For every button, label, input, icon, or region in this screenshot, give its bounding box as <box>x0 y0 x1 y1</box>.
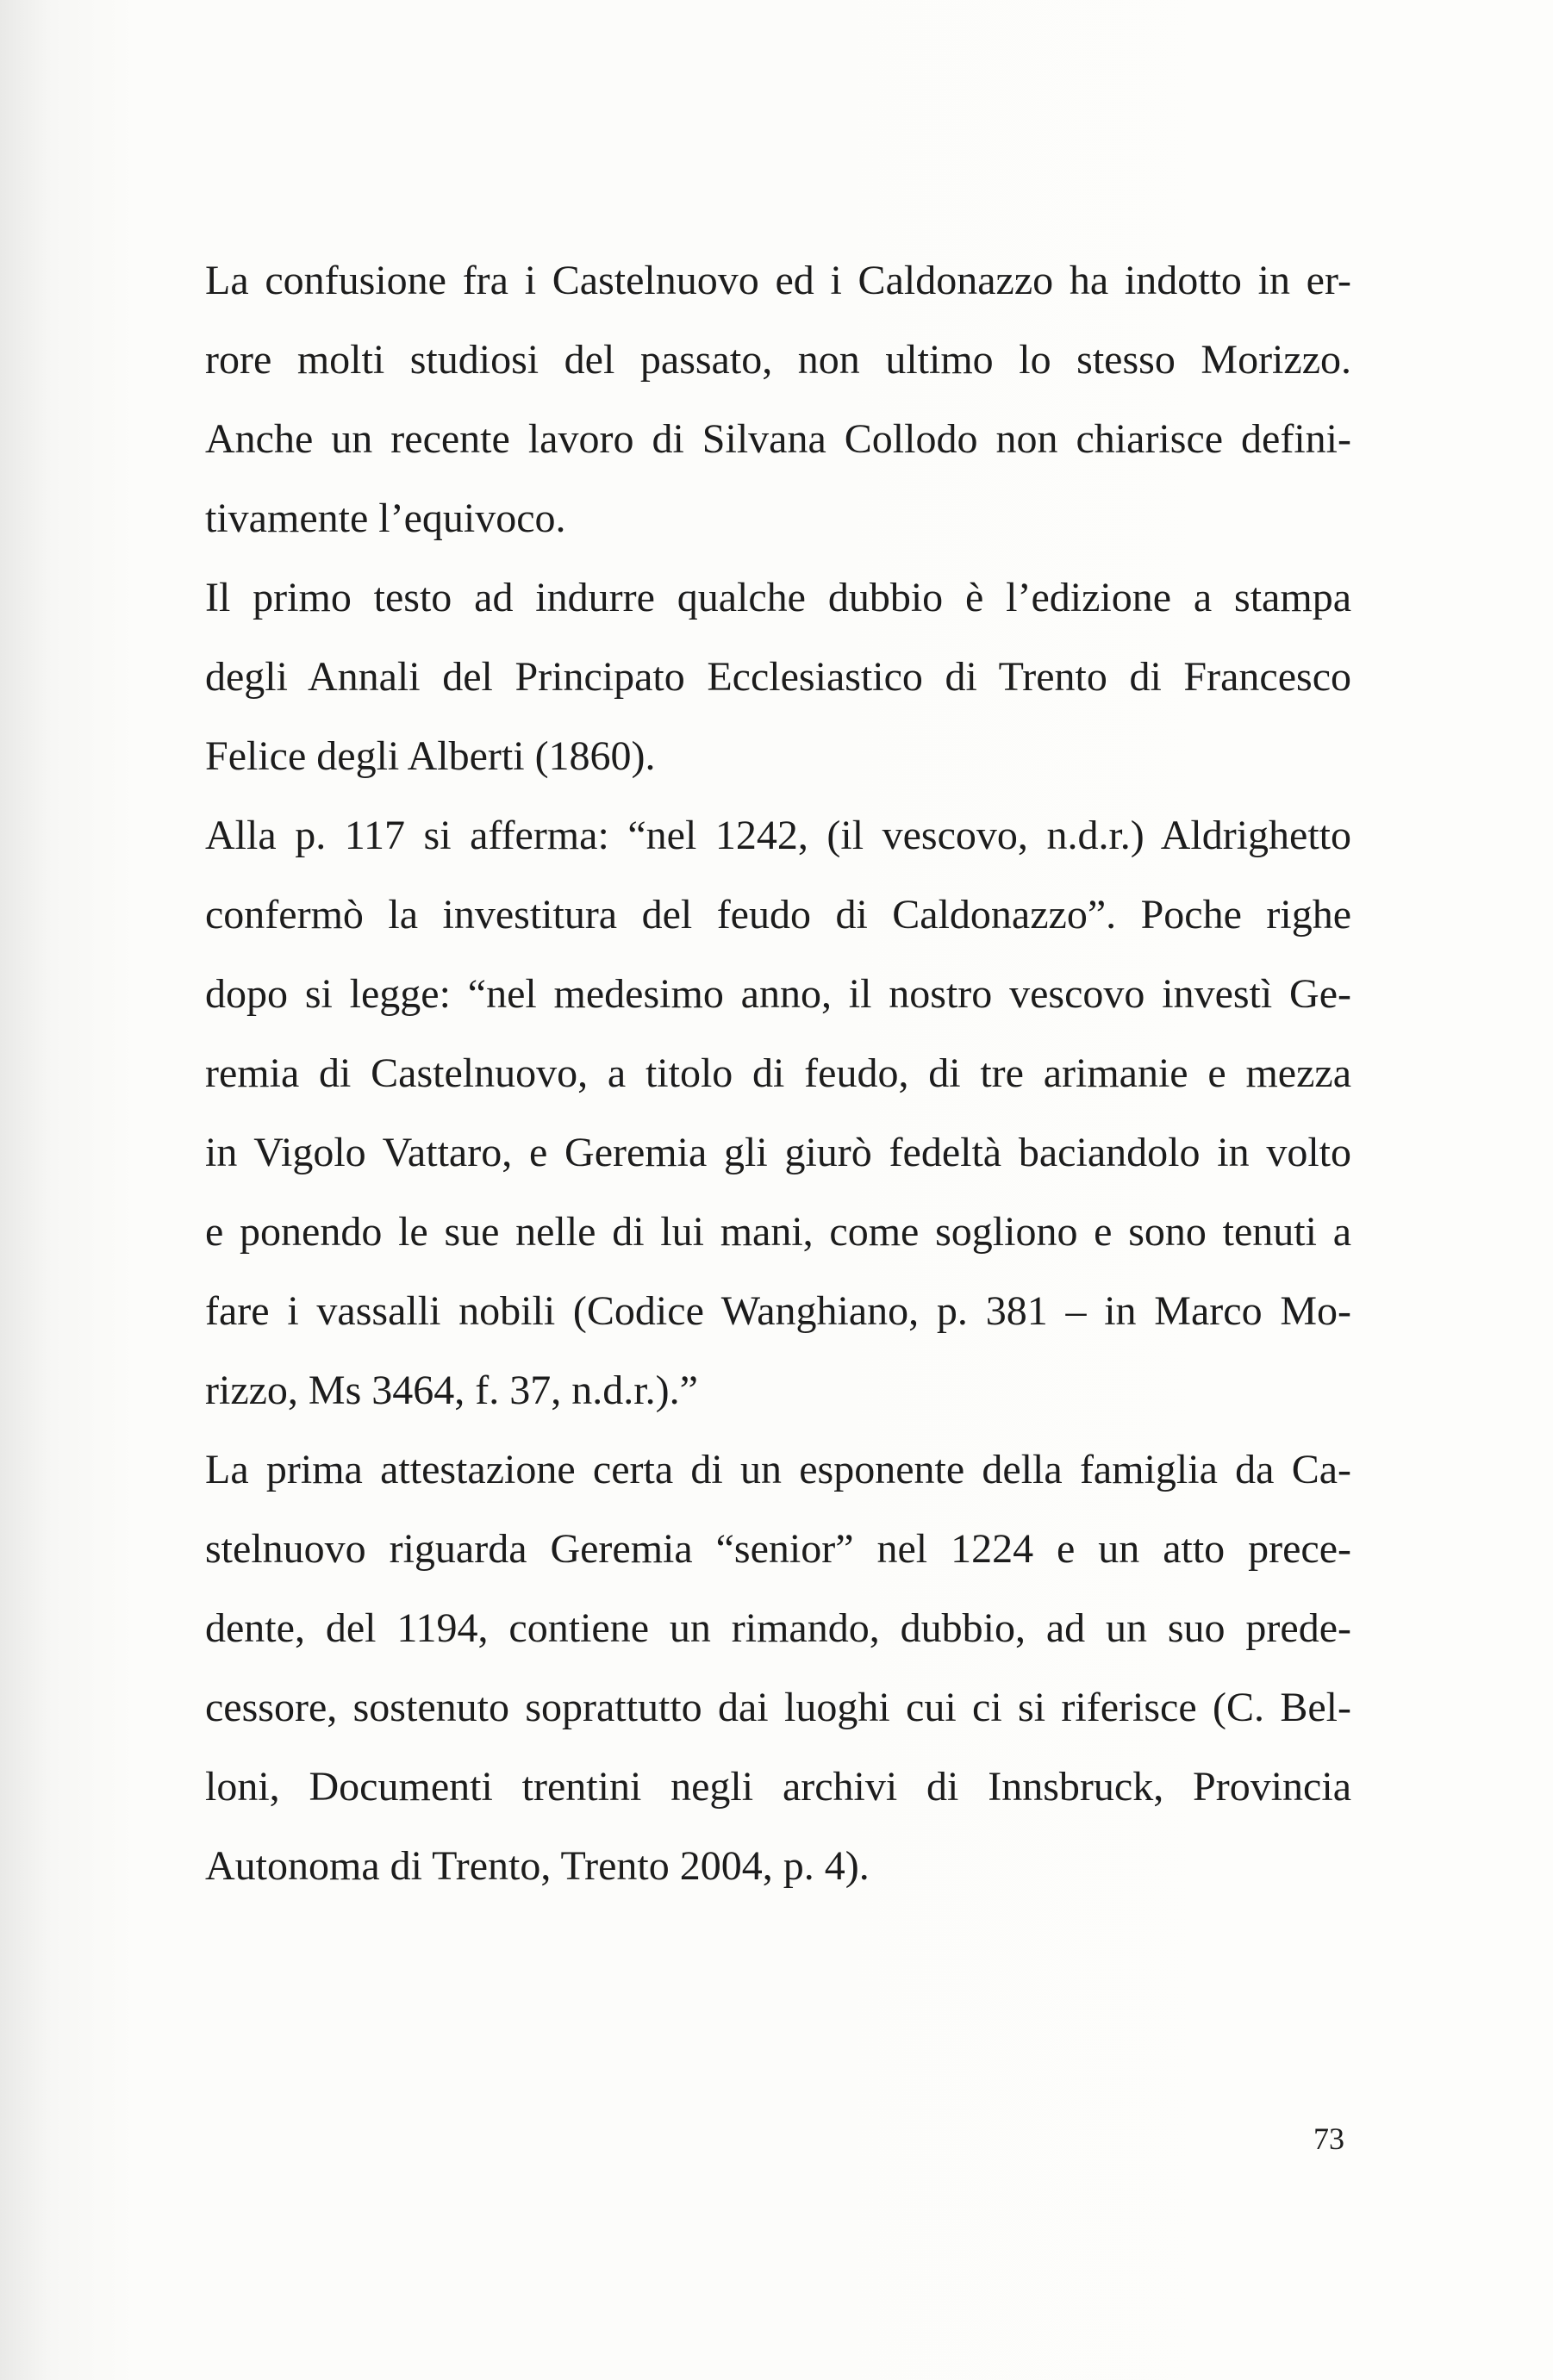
text-line: degli Annali del Principato Ecclesiastico di Trento di Francesco <box>205 654 1351 700</box>
text-line: fare i vassalli nobili (Codice Wanghiano, p. 381 – in Marco Mo- <box>205 1288 1351 1334</box>
text-line: remia di Castelnuovo, a titolo di feudo, di tre arimanie e mezza <box>205 1050 1351 1096</box>
text-line: e ponendo le sue nelle di lui mani, come sogliono e sono tenuti a <box>205 1209 1351 1255</box>
text-line: loni, Documenti trentini negli archivi di Innsbruck, Provincia <box>205 1764 1351 1810</box>
text-line: tivamente l’equivoco. <box>205 495 566 541</box>
text-line: confermò la investitura del feudo di Caldonazzo”. Poche righe <box>205 892 1351 938</box>
text-line: Anche un recente lavoro di Silvana Collodo non chiarisce defini- <box>205 416 1351 462</box>
text-line: rore molti studiosi del passato, non ultimo lo stesso Morizzo. <box>205 337 1351 383</box>
text-line: La prima attestazione certa di un esponente della famiglia da Ca- <box>205 1447 1351 1492</box>
text-line: stelnuovo riguarda Geremia “senior” nel 1224 e un atto prece- <box>205 1526 1351 1572</box>
text-line: in Vigolo Vattaro, e Geremia gli giurò fedeltà baciandolo in volto <box>205 1130 1351 1175</box>
text-line: Alla p. 117 si afferma: “nel 1242, (il vescovo, n.d.r.) Aldrighetto <box>205 813 1351 858</box>
text-line: Il primo testo ad indurre qualche dubbio è l’edizione a stampa <box>205 575 1351 620</box>
text-line: rizzo, Ms 3464, f. 37, n.d.r.).” <box>205 1368 698 1413</box>
text-line: Autonoma di Trento, Trento 2004, p. 4). <box>205 1843 870 1889</box>
text-line: Felice degli Alberti (1860). <box>205 733 656 779</box>
text-line: cessore, sostenuto soprattutto dai luoghi cui ci si riferisce (C. Bel- <box>205 1685 1351 1730</box>
text-line: dopo si legge: “nel medesimo anno, il nostro vescovo investì Ge- <box>205 971 1351 1017</box>
text-line: La confusione fra i Castelnuovo ed i Caldonazzo ha indotto in er- <box>205 258 1351 303</box>
text-line: dente, del 1194, contiene un rimando, dubbio, ad un suo prede- <box>205 1605 1351 1651</box>
page-number: 73 <box>1313 2121 1344 2156</box>
